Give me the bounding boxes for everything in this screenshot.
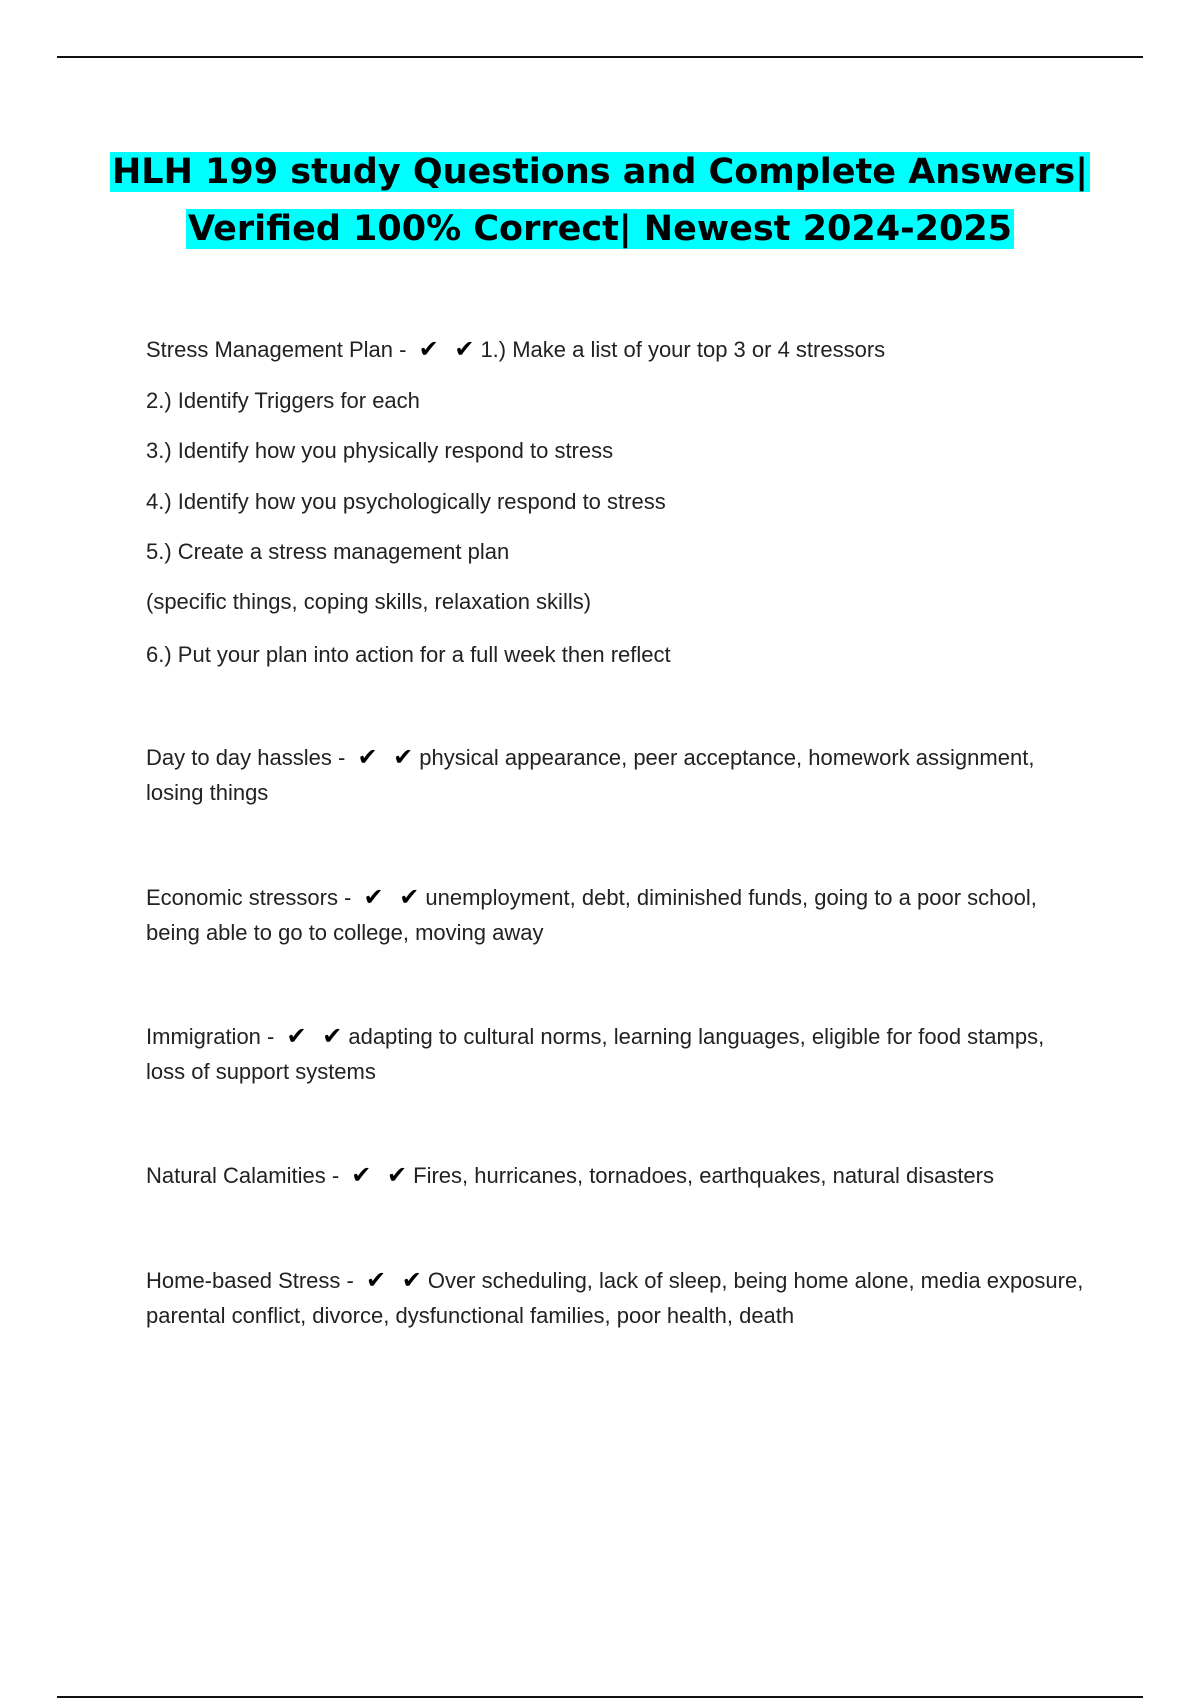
entry-term: Economic stressors -	[146, 885, 358, 910]
double-check-icon: ✔ ✔	[357, 743, 418, 771]
document-title	[60, 144, 1140, 258]
entry-answer-line: 2.) Identify Triggers for each	[146, 388, 420, 413]
entry-answer: unemployment, debt, diminished funds, going to a poor school, being able to go to college, moving away	[146, 885, 1037, 945]
double-check-icon: ✔ ✔	[418, 335, 479, 363]
entry-term: Stress Management Plan -	[146, 337, 413, 362]
entry-answer-line: 1.) Make a list of your top 3 or 4 stressors	[480, 337, 886, 362]
double-check-icon: ✔ ✔	[363, 883, 424, 911]
entry-answer: adapting to cultural norms, learning languages, eligible for food stamps, loss of support systems	[146, 1024, 1045, 1084]
entry-answer-line: 4.) Identify how you psychologically respond to stress	[146, 489, 666, 514]
entry-term: Home-based Stress -	[146, 1268, 360, 1293]
entry-answer-line: (specific things, coping skills, relaxation skills)	[146, 589, 592, 614]
entry-immigration	[146, 1019, 1086, 1089]
bottom-rule	[57, 1696, 1143, 1698]
double-check-icon: ✔ ✔	[365, 1266, 426, 1294]
top-rule	[57, 56, 1143, 58]
entry-answer: Fires, hurricanes, tornadoes, earthquakes, natural disasters	[413, 1163, 994, 1188]
entry-term: Natural Calamities -	[146, 1163, 346, 1188]
entry-answer-line: 3.) Identify how you physically respond to stress	[146, 438, 614, 463]
entry-stress-management-plan	[146, 332, 1086, 367]
double-check-icon: ✔ ✔	[351, 1161, 412, 1189]
entry-day-to-day-hassles	[146, 740, 1086, 810]
entry-economic-stressors	[146, 880, 1086, 950]
title-line-1: HLH 199 study Questions and Complete Answers|	[111, 152, 1088, 192]
entry-answer: physical appearance, peer acceptance, homework assignment, losing things	[146, 745, 1035, 805]
title-line-2: Verified 100% Correct| Newest 2024-2025	[187, 209, 1013, 249]
entry-natural-calamities	[146, 1158, 1086, 1193]
double-check-icon: ✔ ✔	[286, 1022, 347, 1050]
entry-home-based-stress	[146, 1263, 1086, 1333]
entry-term: Day to day hassles -	[146, 745, 352, 770]
entry-answer-line: 6.) Put your plan into action for a full week then reflect	[146, 642, 671, 667]
entry-answer: Over scheduling, lack of sleep, being home alone, media exposure, parental conflict, divorce, dysfunctional families, poor health, death	[146, 1268, 1084, 1328]
entry-term: Immigration -	[146, 1024, 281, 1049]
entry-answer-line: 5.) Create a stress management plan	[146, 539, 510, 564]
